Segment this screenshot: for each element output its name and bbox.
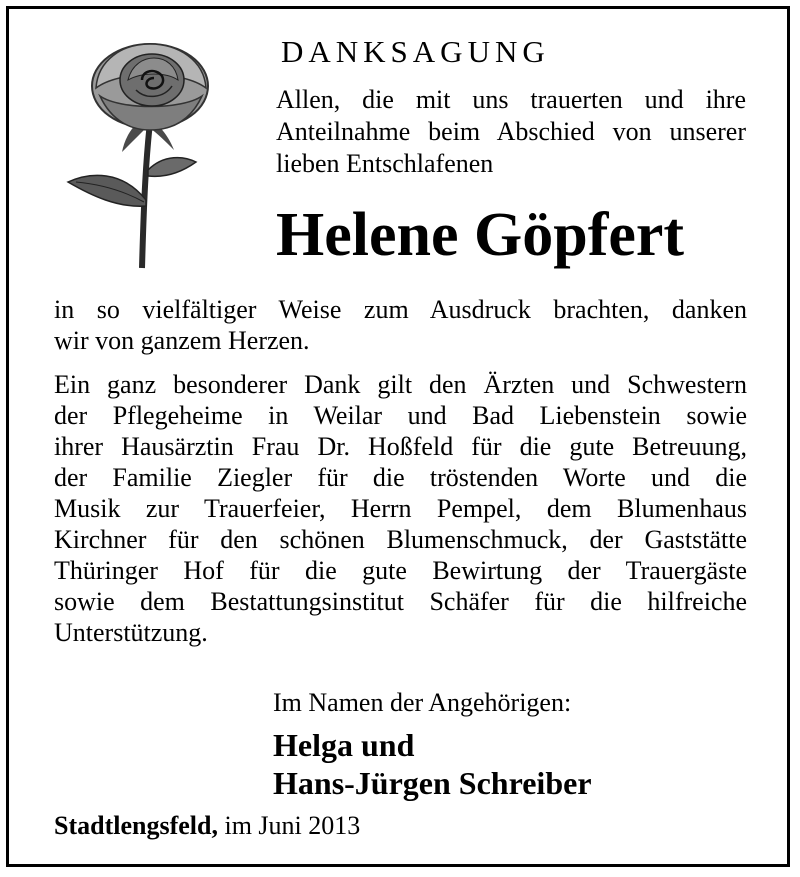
acknowledgement-paragraph (54, 369, 747, 648)
paragraph-line: der Familie Ziegler für die tröstenden Worte und die (54, 463, 747, 492)
paragraph-line: der Pflegeheime in Weilar und Bad Liebenstein sowie (54, 401, 747, 430)
paragraph-line: sowie dem Bestattungsinstitut Schäfer für die hilfreiche (54, 587, 747, 616)
intro-line: lieben Entschlafenen (276, 149, 494, 178)
paragraph-line: Ein ganz besonderer Dank gilt den Ärzten und Schwestern (54, 370, 747, 399)
thanks-paragraph (54, 294, 747, 356)
paragraph-line: in so vielfältiger Weise zum Ausdruck brachten, danken (54, 295, 747, 324)
rose-icon (62, 30, 222, 270)
paragraph-line: wir von ganzem Herzen. (54, 326, 310, 355)
intro-text (276, 84, 746, 180)
paragraph-line: Thüringer Hof für die gute Bewirtung der Trauergäste (54, 556, 747, 585)
on-behalf-text: Im Namen der Angehörigen: (273, 688, 572, 717)
deceased-name: Helene Göpfert (276, 201, 685, 269)
notice-heading: DANKSAGUNG (281, 34, 550, 69)
paragraph-line: Unterstützung. (54, 618, 208, 647)
signer-line: Helga und (273, 727, 415, 763)
intro-line: Anteilnahme beim Abschied von unserer (276, 117, 746, 146)
intro-line: Allen, die mit uns trauerten und ihre (276, 85, 746, 114)
place-name: Stadtlengsfeld, (54, 811, 218, 840)
date-text: im Juni 2013 (224, 811, 361, 840)
paragraph-line: Musik zur Trauerfeier, Herrn Pempel, dem Blumenhaus (54, 494, 747, 523)
signer-line: Hans-Jürgen Schreiber (273, 765, 592, 801)
signers (273, 726, 592, 802)
place-date (54, 810, 360, 841)
paragraph-line: Kirchner für den schönen Blumenschmuck, der Gaststätte (54, 525, 747, 554)
paragraph-line: ihrer Hausärztin Frau Dr. Hoßfeld für die gute Betreuung, (54, 432, 747, 461)
